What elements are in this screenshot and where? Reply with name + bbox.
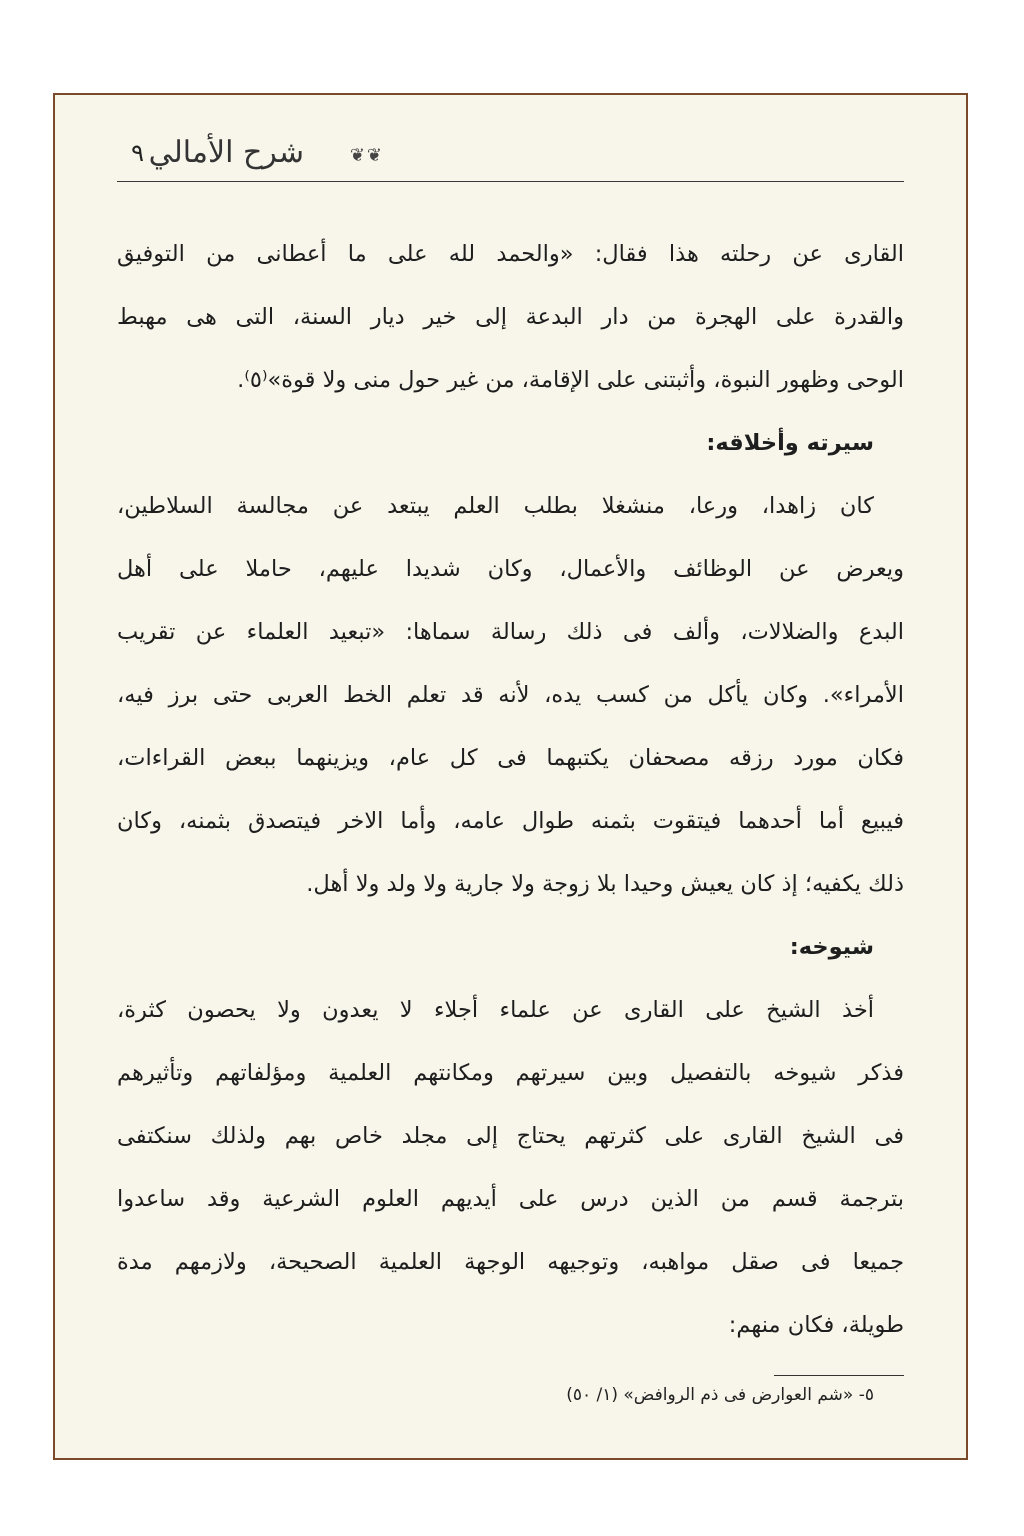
page-header: [117, 135, 904, 182]
page-body: [117, 223, 904, 1357]
book-page: [53, 93, 968, 1460]
text-line: القارى عن رحلته هذا فقال: «والحمد لله على ما أعطانى من التوفيق: [117, 241, 904, 267]
text-line: البدع والضلالات، وألف فى ذلك رسالة سماها: «تبعيد العلماء عن تقريب: [117, 619, 904, 645]
text-line: طويلة، فكان منهم:: [728, 1312, 904, 1338]
text-line: بترجمة قسم من الذين درس على أيديهم العلوم الشرعية وقد ساعدوا: [117, 1186, 904, 1212]
text-line: فكان مورد رزقه مصحفان يكتبهما فى كل عام، ويزينهما ببعض القراءات،: [117, 745, 904, 771]
text-line: ذلك يكفيه؛ إذ كان يعيش وحيدا بلا زوجة ولا جارية ولا ولد ولا أهل.: [306, 871, 904, 897]
footnote-divider: [774, 1375, 904, 1376]
text-line: ويعرض عن الوظائف والأعمال، وكان شديدا عليهم، حاملا على أهل: [117, 556, 904, 582]
text-line: فى الشيخ القارى على كثرتهم يحتاج إلى مجلد خاص بهم ولذلك سنكتفى: [117, 1123, 904, 1149]
page-number: ٩: [131, 139, 144, 167]
running-title: شرح الأمالي: [148, 135, 304, 170]
text-line: جميعا فى صقل مواهبه، وتوجيهه الوجهة العلمية الصحيحة، ولازمهم مدة: [117, 1249, 904, 1275]
text-line: كان زاهدا، ورعا، منشغلا بطلب العلم يبتعد عن مجالسة السلاطين،: [117, 493, 874, 519]
section-heading-teachers: شيوخه:: [789, 934, 874, 960]
section-heading-conduct: سيرته وأخلاقه:: [706, 430, 874, 456]
text-line: والقدرة على الهجرة من دار البدعة إلى خير ديار السنة، التى هى مهبط: [117, 304, 904, 330]
ornament-icon: ❦❦: [349, 145, 384, 166]
text-line: الوحى وظهور النبوة، وأثبتنى على الإقامة، من غير حول منى ولا قوة»⁽٥⁾.: [237, 367, 904, 393]
text-line: فيبيع أما أحدهما فيتقوت بثمنه طوال عامه، وأما الاخر فيتصدق بثمنه، وكان: [117, 808, 904, 834]
text-line: الأمراء». وكان يأكل من كسب يده، لأنه قد تعلم الخط العربى حتى برز فيه،: [117, 682, 904, 708]
text-line: أخذ الشيخ على القارى عن علماء أجلاء لا يعدون ولا يحصون كثرة،: [117, 997, 874, 1023]
text-line: فذكر شيوخه بالتفصيل وبين سيرتهم ومكانتهم العلمية ومؤلفاتهم وتأثيرهم: [117, 1060, 904, 1086]
footnote: ٥- «شم العوارض فى ذم الروافض» (١/ ٥٠): [566, 1385, 874, 1405]
